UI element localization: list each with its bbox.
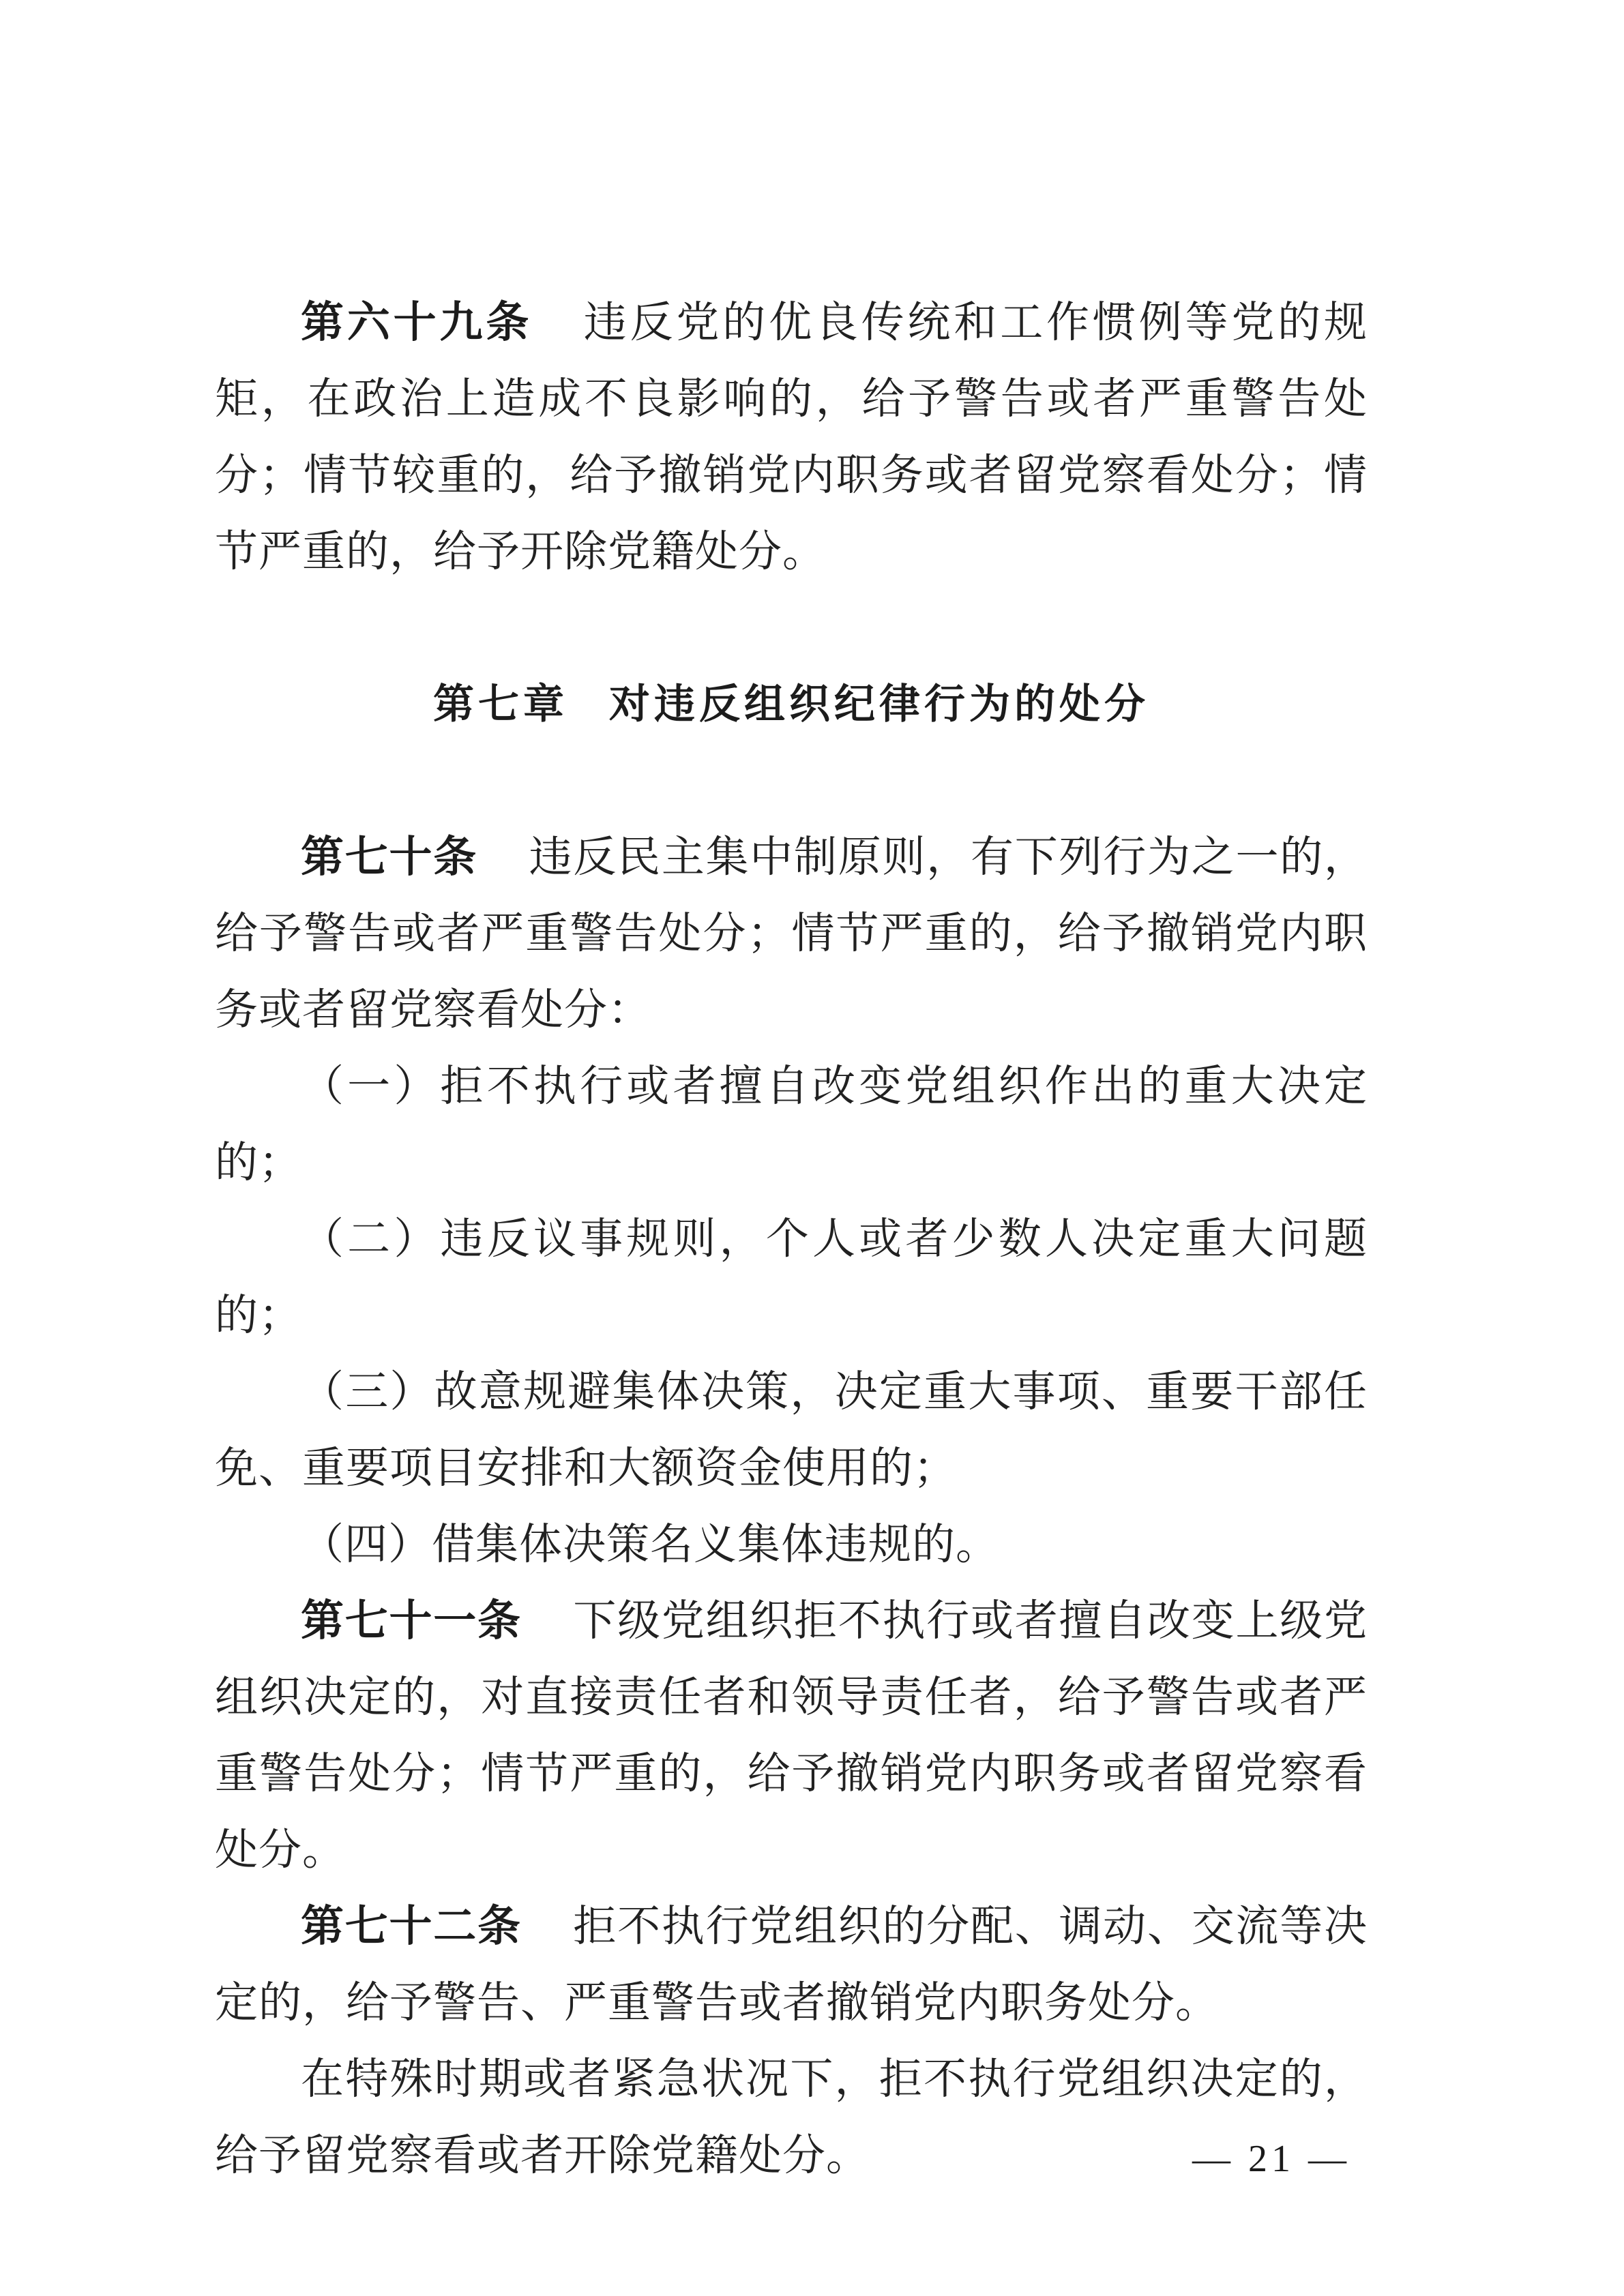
article-72-text: 拒不执行党组织的分配、调动、交流等决定的，给予警告、严重警告或者撤销党内职务处分。: [215, 1903, 1368, 2027]
chapter-7-number: 第七章: [433, 681, 568, 727]
article-72-paragraph: [215, 1888, 1368, 2041]
article-70-number: 第七十条: [301, 833, 477, 881]
article-69-number: 第六十九条: [301, 299, 533, 346]
article-69-paragraph: [215, 284, 1368, 590]
article-70-item-2: （二）违反议事规则，个人或者少数人决定重大问题的；: [215, 1215, 1368, 1339]
article-71-text: 下级党组织拒不执行或者擅自改变上级党组织决定的，对直接责任者和领导责任者，给予警告或者严重警告处分；情节严重的，给予撤销党内职务或者留党察看处分。: [215, 1597, 1368, 1874]
article-72-number: 第七十二条: [301, 1903, 522, 1950]
article-70-item-3: （三）故意规避集体决策，决定重大事项、重要干部任免、重要项目安排和大额资金使用的；: [215, 1368, 1368, 1492]
article-71-number: 第七十一条: [301, 1597, 522, 1645]
document-body: [215, 284, 1368, 2194]
article-71-paragraph: [215, 1583, 1368, 1888]
article-70-item-4: （四）借集体决策名义集体违规的。: [301, 1521, 999, 1568]
article-70-text: 违反民主集中制原则，有下列行为之一的，给予警告或者严重警告处分；情节严重的，给予撤销党内职务或者留党察看处分：: [215, 833, 1368, 1034]
article-69-text: 违反党的优良传统和工作惯例等党的规矩，在政治上造成不良影响的，给予警告或者严重警告处分；情节较重的，给予撤销党内职务或者留党察看处分；情节严重的，给予开除党籍处分。: [215, 299, 1368, 576]
article-70-paragraph: [215, 819, 1368, 1048]
article-72-paragraph-2: 在特殊时期或者紧急状况下，拒不执行党组织决定的，给予留党察看或者开除党籍处分。: [215, 2055, 1368, 2179]
page-number: — 21 —: [1192, 2138, 1350, 2180]
chapter-7-title: 对违反组织纪律行为的处分: [609, 681, 1149, 727]
article-70-item-1: （一）拒不执行或者擅自改变党组织作出的重大决定的；: [215, 1062, 1368, 1187]
chapter-7-heading: [215, 666, 1368, 743]
